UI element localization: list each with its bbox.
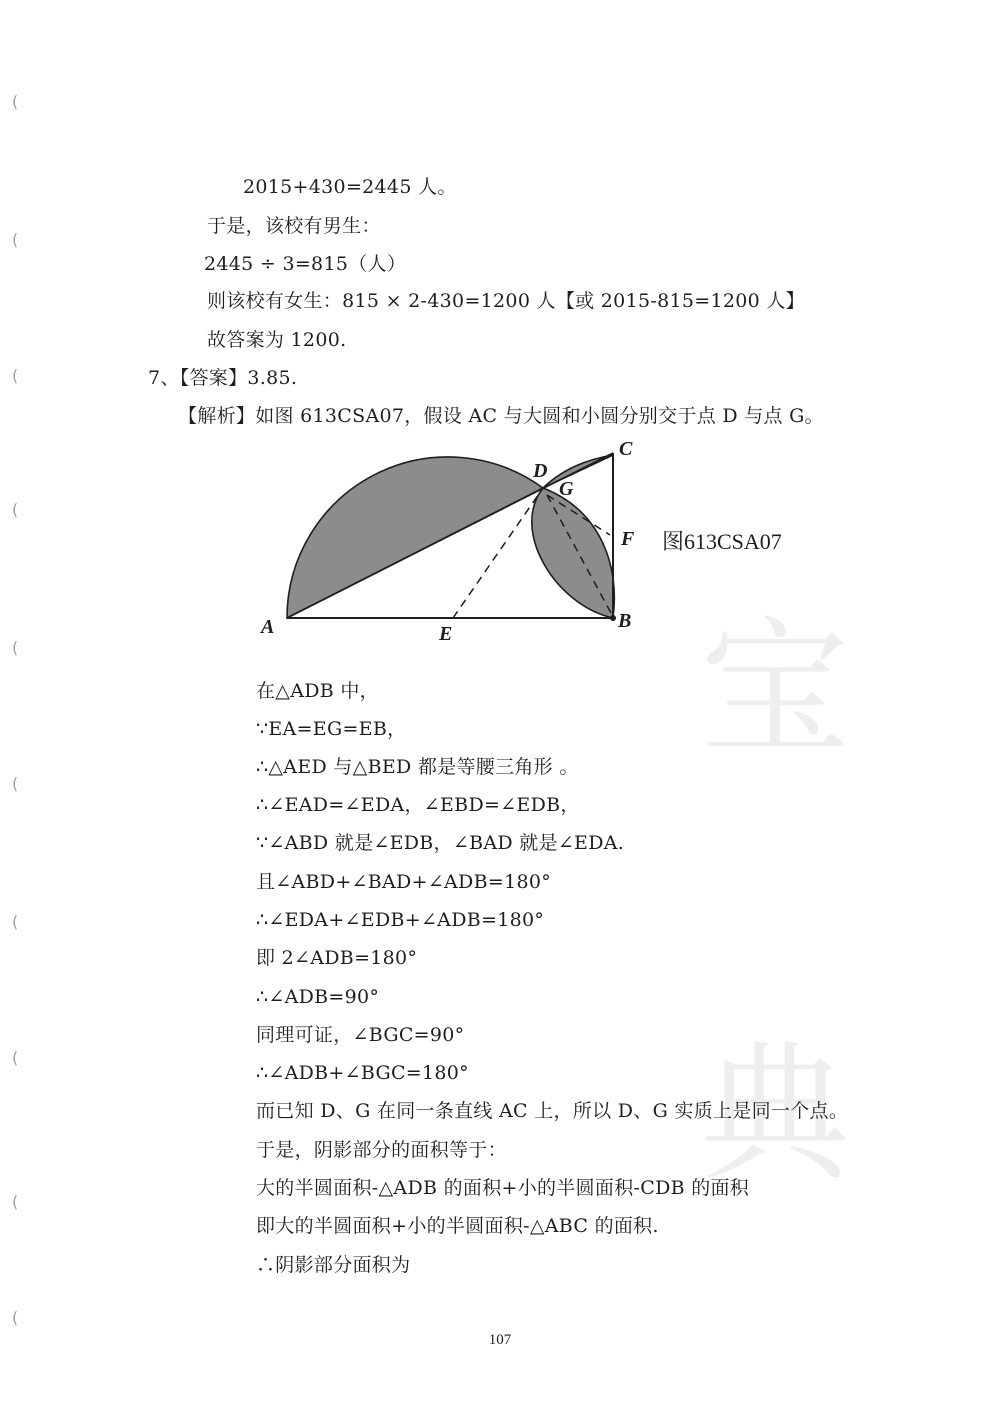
label-A: A	[261, 616, 275, 638]
small-semicircle-shaded	[532, 488, 615, 618]
solution-line: 故答案为 1200.	[207, 329, 347, 351]
punch-hole-mark: (	[12, 92, 19, 111]
proof-line: ∵EA=EG=EB，	[256, 718, 407, 740]
page-number: 107	[488, 1332, 512, 1348]
answer-heading: 7、【答案】3.85.	[148, 367, 298, 389]
analysis-heading: 【解析】如图 613CSA07，假设 AC 与大圆和小圆分别交于点 D 与点 G。	[178, 405, 824, 427]
proof-line: ∴∠ADB=90°	[256, 986, 380, 1008]
proof-line: 在△ADB 中，	[256, 680, 379, 702]
proof-line: 大的半圆面积-△ADB 的面积+小的半圆面积-CDB 的面积	[256, 1177, 750, 1199]
proof-line: ∴∠EDA+∠EDB+∠ADB=180°	[256, 909, 545, 931]
proof-line: ∴∠EAD=∠EDA，∠EBD=∠EDB，	[256, 794, 580, 816]
proof-line: 同理可证，∠BGC=90°	[256, 1024, 465, 1046]
proof-line: 于是，阴影部分的面积等于：	[256, 1139, 507, 1161]
label-G: G	[559, 478, 574, 500]
proof-line: 且∠ABD+∠BAD+∠ADB=180°	[256, 871, 552, 893]
solution-line: 于是，该校有男生：	[207, 215, 381, 237]
punch-hole-mark: (	[12, 366, 19, 385]
label-D: D	[533, 460, 548, 482]
proof-line: 即大的半圆面积+小的半圆面积-△ABC 的面积.	[256, 1215, 659, 1237]
watermark-character: 典	[700, 1028, 851, 1202]
punch-hole-mark: (	[12, 638, 19, 657]
punch-hole-mark: (	[12, 912, 19, 931]
proof-line: 即 2∠ADB=180°	[256, 947, 418, 969]
solution-line: 2015+430=2445 人。	[243, 176, 457, 198]
geometry-figure	[255, 435, 655, 655]
point-B-dot	[610, 615, 616, 621]
proof-line: 而已知 D、G 在同一条直线 AC 上，所以 D、G 实质上是同一个点。	[256, 1100, 849, 1122]
figure-caption: 图613CSA07	[662, 529, 782, 554]
label-E: E	[439, 623, 453, 645]
watermark-character: 宝	[700, 603, 851, 777]
punch-hole-mark: (	[12, 1048, 19, 1067]
solution-line: 则该校有女生：815 × 2-430=1200 人【或 2015-815=1200 人】	[207, 290, 805, 312]
proof-line: ∴∠ADB+∠BGC=180°	[256, 1062, 469, 1084]
label-F: F	[621, 528, 635, 550]
punch-hole-mark: (	[12, 1192, 19, 1211]
label-C: C	[619, 438, 633, 460]
proof-line: ∴阴影部分面积为	[256, 1254, 411, 1276]
proof-line: ∵∠ABD 就是∠EDB，∠BAD 就是∠EDA.	[256, 832, 625, 854]
punch-hole-mark: (	[12, 500, 19, 519]
punch-hole-mark: (	[12, 1308, 19, 1327]
large-semicircle-shaded	[287, 457, 543, 618]
punch-hole-mark: (	[12, 230, 19, 249]
label-B: B	[618, 610, 632, 632]
proof-line: ∴△AED 与△BED 都是等腰三角形 。	[256, 756, 579, 778]
punch-hole-mark: (	[12, 774, 19, 793]
solution-line: 2445 ÷ 3=815（人）	[204, 253, 407, 275]
